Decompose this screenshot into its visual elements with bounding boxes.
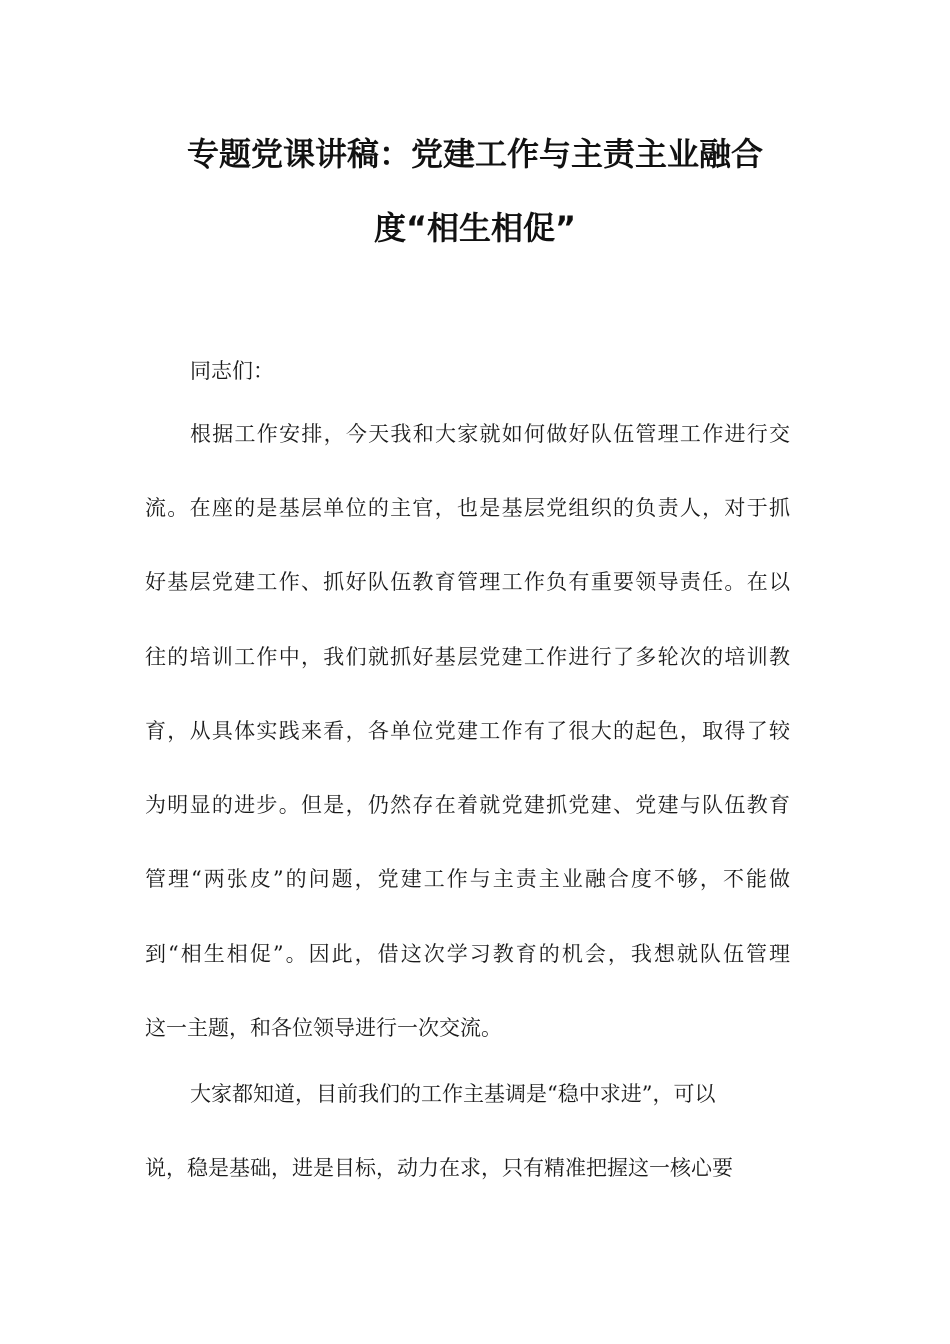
paragraph-1-line-2: 流。在座的是基层单位的主官，也是基层党组织的负责人，对于抓 xyxy=(145,496,790,520)
paragraph-1-line-5: 育，从具体实践来看，各单位党建工作有了很大的起色，取得了较 xyxy=(145,719,790,743)
document-title-line-2: 度“相生相促” xyxy=(373,209,577,247)
paragraph-1-line-3: 好基层党建工作、抓好队伍教育管理工作负有重要领导责任。在以 xyxy=(145,570,790,594)
paragraph-2-line-2: 说，稳是基础，进是目标，动力在求，只有精准把握这一核心要 xyxy=(145,1156,733,1180)
paragraph-1-line-1: 根据工作安排，今天我和大家就如何做好队伍管理工作进行交 xyxy=(190,422,790,446)
salutation: 同志们： xyxy=(190,359,274,383)
document-title-line-1: 专题党课讲稿：党建工作与主责主业融合 xyxy=(186,135,763,173)
paragraph-1-line-4: 往的培训工作中，我们就抓好基层党建工作进行了多轮次的培训教 xyxy=(145,645,790,669)
paragraph-1-line-8: 到“相生相促”。因此，借这次学习教育的机会，我想就队伍管理 xyxy=(145,942,790,966)
paragraph-1-line-7: 管理“两张皮”的问题，党建工作与主责主业融合度不够，不能做 xyxy=(145,867,790,891)
paragraph-1-line-6: 为明显的进步。但是，仍然存在着就党建抓党建、党建与队伍教育 xyxy=(145,793,790,817)
paragraph-2-line-1: 大家都知道，目前我们的工作主基调是“稳中求进”，可以 xyxy=(190,1082,716,1106)
paragraph-1-line-9: 这一主题，和各位领导进行一次交流。 xyxy=(145,1016,502,1040)
